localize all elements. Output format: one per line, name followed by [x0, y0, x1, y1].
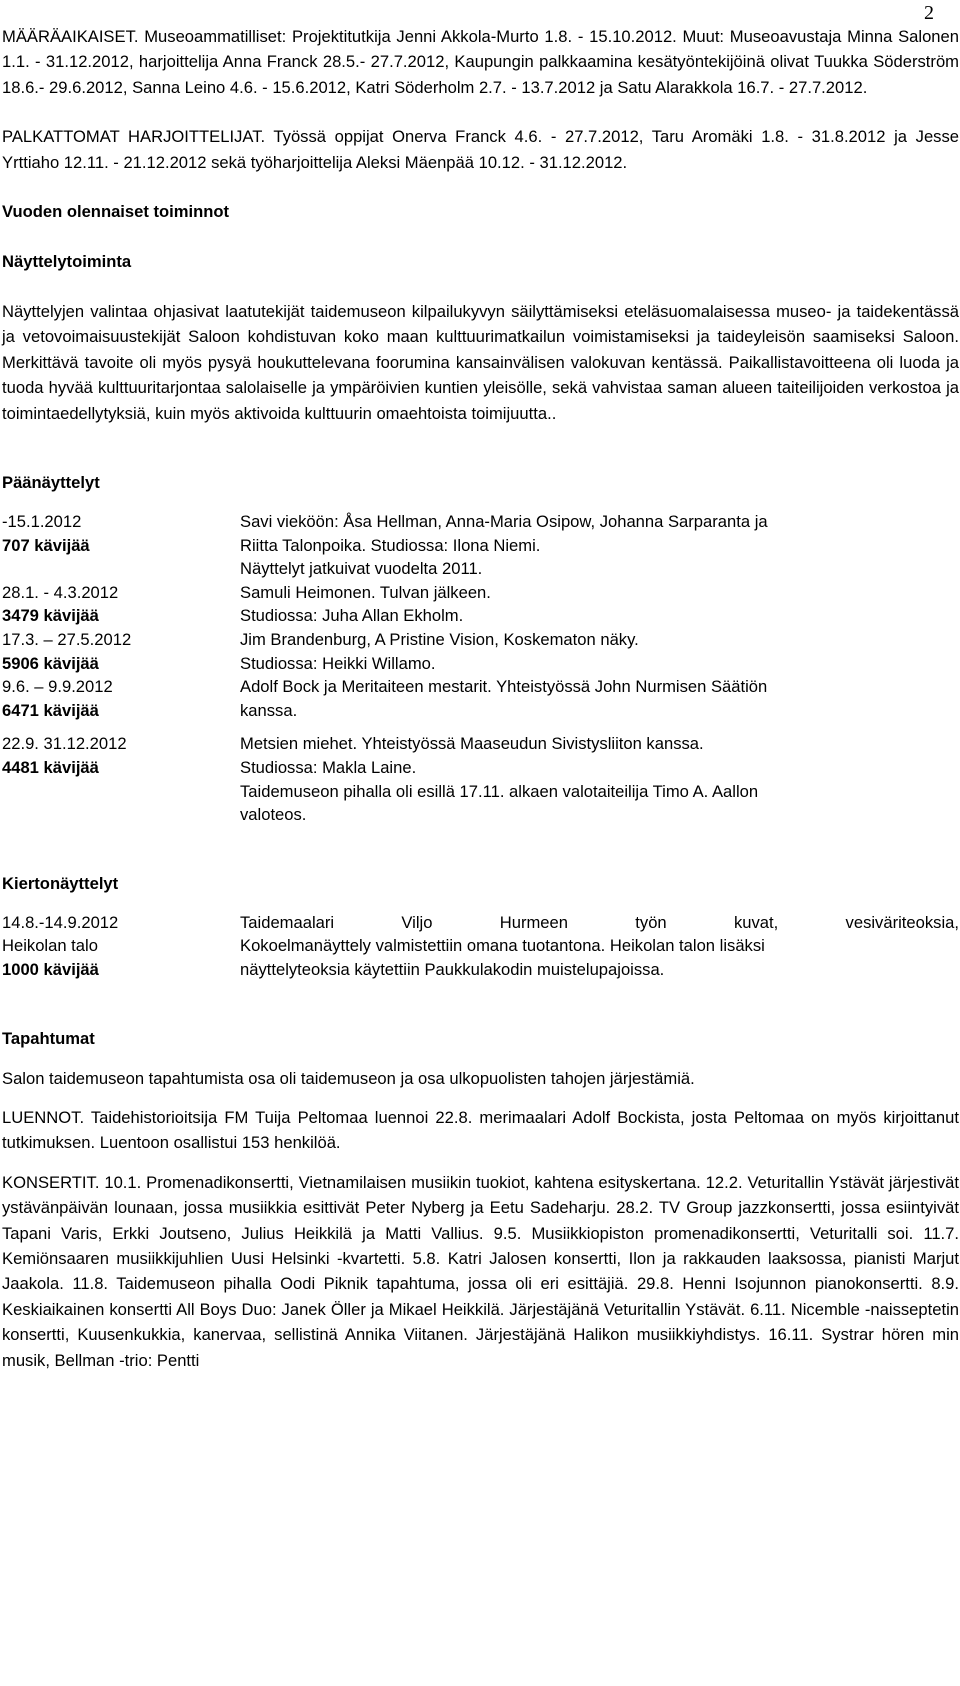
intro-paragraph-unpaid-trainees: PALKATTOMAT HARJOITTELIJAT. Työssä oppijat Onerva Franck 4.6. - 27.7.2012, Taru Aromäki 1.8. - 31.8.2012 ja Jesse Yrttiaho 12.11. - 21.12.2012 sekä työharjoittelija Aleksi Mäenpää 10.12. - 31.12.2012.	[2, 127, 959, 172]
exhibition-description	[240, 732, 959, 826]
exhibition-date: 9.6. – 9.9.2012	[2, 677, 113, 697]
exhibition-line: Adolf Bock ja Meritaiteen mestarit. Yhteistyössä John Nurmisen Säätiön	[240, 677, 768, 697]
exhibition-visitors: 707 kävijää	[2, 535, 90, 555]
exhibition-visitors: 3479 kävijää	[2, 606, 99, 626]
touring-exhibition	[2, 911, 959, 982]
touring-line: näyttelyteoksia käytettiin Paukkulakodin muistelupajoissa.	[240, 959, 665, 979]
touring-meta	[2, 911, 240, 982]
main-exhibitions-list	[2, 510, 959, 827]
exhibition-date: 28.1. - 4.3.2012	[2, 582, 119, 602]
exhibition-description	[240, 581, 959, 628]
heading-tapahtumat: Tapahtumat	[2, 1028, 95, 1048]
touring-date: 14.8.-14.9.2012	[2, 912, 119, 932]
exhibition-line: Näyttelyt jatkuivat vuodelta 2011.	[240, 559, 483, 579]
paragraph-tapahtumat-intro: Salon taidemuseon tapahtumista osa oli taidemuseon ja osa ulkopuolisten tahojen järjestämiä.	[2, 1068, 695, 1088]
heading-paanayttelyt: Päänäyttelyt	[2, 473, 100, 493]
exhibition-line: kanssa.	[240, 700, 298, 720]
exhibition-description	[240, 675, 959, 722]
intro-paragraph-temporary-staff: MÄÄRÄAIKAISET. Museoammatilliset: Projektitutkija Jenni Akkola-Murto 1.8. - 15.10.2012. Muut: Museoavustaja Minna Salonen 1.1. - 31.12.2012, harjoittelija Anna Franck 28.5.- 27.7.2012, Kaupungin palkkaamina kesätyöntekijöinä olivat Tuukka Söderström 18.6.- 29.6.2012, Sanna Leino 4.6. - 15.6.2012, Katri Söderholm 2.7. - 13.7.2012 ja Satu Alarakkola 16.7. - 27.7.2012.	[2, 27, 959, 97]
exhibition-line: Studiossa: Heikki Willamo.	[240, 653, 436, 673]
paragraph-luennot: LUENNOT. Taidehistorioitsija FM Tuija Peltomaa luennoi 22.8. merimaalari Adolf Bockista, josta Peltomaa on myös kirjoittanut tutkimuksen. Luentoon osallistui 153 henkilöä.	[2, 1107, 959, 1153]
touring-description	[240, 911, 959, 982]
exhibition-meta	[2, 581, 240, 628]
touring-line: Kokoelmanäyttely valmistettiin omana tuotantona. Heikolan talon lisäksi	[240, 936, 765, 956]
exhibition-date: -15.1.2012	[2, 512, 82, 532]
exhibition-meta	[2, 510, 240, 581]
exhibition-visitors: 4481 kävijää	[2, 758, 99, 777]
touring-place: Heikolan talo	[2, 936, 98, 956]
exhibition-line: Jim Brandenburg, A Pristine Vision, Koskematon näky.	[240, 630, 639, 650]
exhibition-meta	[2, 732, 240, 826]
exhibition-visitors: 5906 kävijää	[2, 653, 99, 673]
exhibition-date: 22.9. 31.12.2012	[2, 734, 127, 754]
exhibition-date: 17.3. – 27.5.2012	[2, 630, 132, 650]
exhibition-line: Savi vieköön: Åsa Hellman, Anna-Maria Osipow, Johanna Sarparanta ja	[240, 512, 768, 532]
exhibition-description	[240, 628, 959, 675]
heading-kiertonayttelyt: Kiertonäyttelyt	[2, 873, 119, 893]
touring-line: Taidemaalari Viljo Hurmeen työn kuvat, vesiväriteoksia,	[240, 912, 959, 932]
exhibition-line: Riitta Talonpoika. Studiossa: Ilona Niemi.	[240, 535, 541, 555]
exhibition-meta	[2, 628, 240, 675]
exhibition-meta	[2, 675, 240, 722]
exhibition-visitors: 6471 kävijää	[2, 700, 99, 720]
document-body	[2, 24, 959, 1373]
exhibition-line: Taidemuseon pihalla oli esillä 17.11. alkaen valotaiteilija Timo A. Aallon	[240, 781, 759, 801]
page-number: 2	[924, 2, 934, 24]
exhibition-line: Samuli Heimonen. Tulvan jälkeen.	[240, 582, 491, 602]
touring-visitors: 1000 kävijää	[2, 959, 99, 979]
paragraph-nayttelytoiminta: Näyttelyjen valintaa ohjasivat laatutekijät taidemuseon kilpailukyvyn säilyttämiseksi eteläsuomalaisessa museo- ja taidekentässä ja vetovoimaisuustekijät Saloon kohdistuvan koko maan kulttuurimatkailun voimistamiseksi ja taideyleisön saamiseksi Saloon. Merkittävä tavoite oli myös pysyä houkuttelevana foorumina kansainvälisen valokuvan kentässä. Paikallistavoitteena oli luoda ja tuoda hyvää kulttuuritarjontaa salolaiselle ja ympäröivien kuntien yleisölle, sekä vahvistaa saman alueen taiteilijoiden verkostoa ja toimintaedellytyksiä, kuin myös aktivoida kulttuurin omaehtoista toimijuutta..	[2, 302, 959, 423]
exhibition-line: valoteos.	[240, 805, 307, 825]
heading-nayttelytoiminta: Näyttelytoiminta	[2, 252, 132, 272]
exhibition-line: Metsien miehet. Yhteistyössä Maaseudun Sivistysliiton kanssa.	[240, 734, 704, 754]
exhibition-description	[240, 510, 959, 581]
exhibition-line: Studiossa: Makla Laine.	[240, 758, 417, 777]
paragraph-konsertit: KONSERTIT. 10.1. Promenadikonsertti, Vietnamilaisen musiikin tuokiot, kahtena esityskertana. 12.2. Veturitallin Ystävät järjestivät ystävänpäivän lounaan, jossa musiikkia esittivät Peter Nyberg ja Eetu Sadeharju. 28.2. TV Group jazzkonsertti, jossa esiintyivät Tapani Varis, Erkki Joutseno, Julius Heikkilä ja Matti Vallius. 9.5. Musiikkiopiston promenadikonsertti, Veturitalli soi. 11.7. Kemiönsaaren musiikkijuhlien Uusi Helsinki -kvartetti. 5.8. Katri Jalosen konsertti, Ilon ja rakkauden laaksossa, pianisti Marjut Jaakola. 11.8. Taidemuseon pihalla Oodi Piknik tapahtuma, jossa oli eri esittäjiä. 29.8. Henni Isojunnon pianokonsertti. 8.9. Keskiaikainen konsertti All Boys Duo: Janek Öller ja Mikael Heikkilä. Järjestäjänä Veturitallin Ystävät. 6.11. Nicemble -naisseptetin konsertti, Kuusenkukkia, kanervaa, sellistinä Annika Viitanen. Järjestäjänä Halikon musiikkiyhdistys. 16.11. Systrar hören min musik, Bellman -trio: Pentti	[2, 1172, 959, 1370]
exhibition-line: Studiossa: Juha Allan Ekholm.	[240, 606, 464, 626]
section-title: Vuoden olennaiset toiminnot	[2, 202, 230, 222]
